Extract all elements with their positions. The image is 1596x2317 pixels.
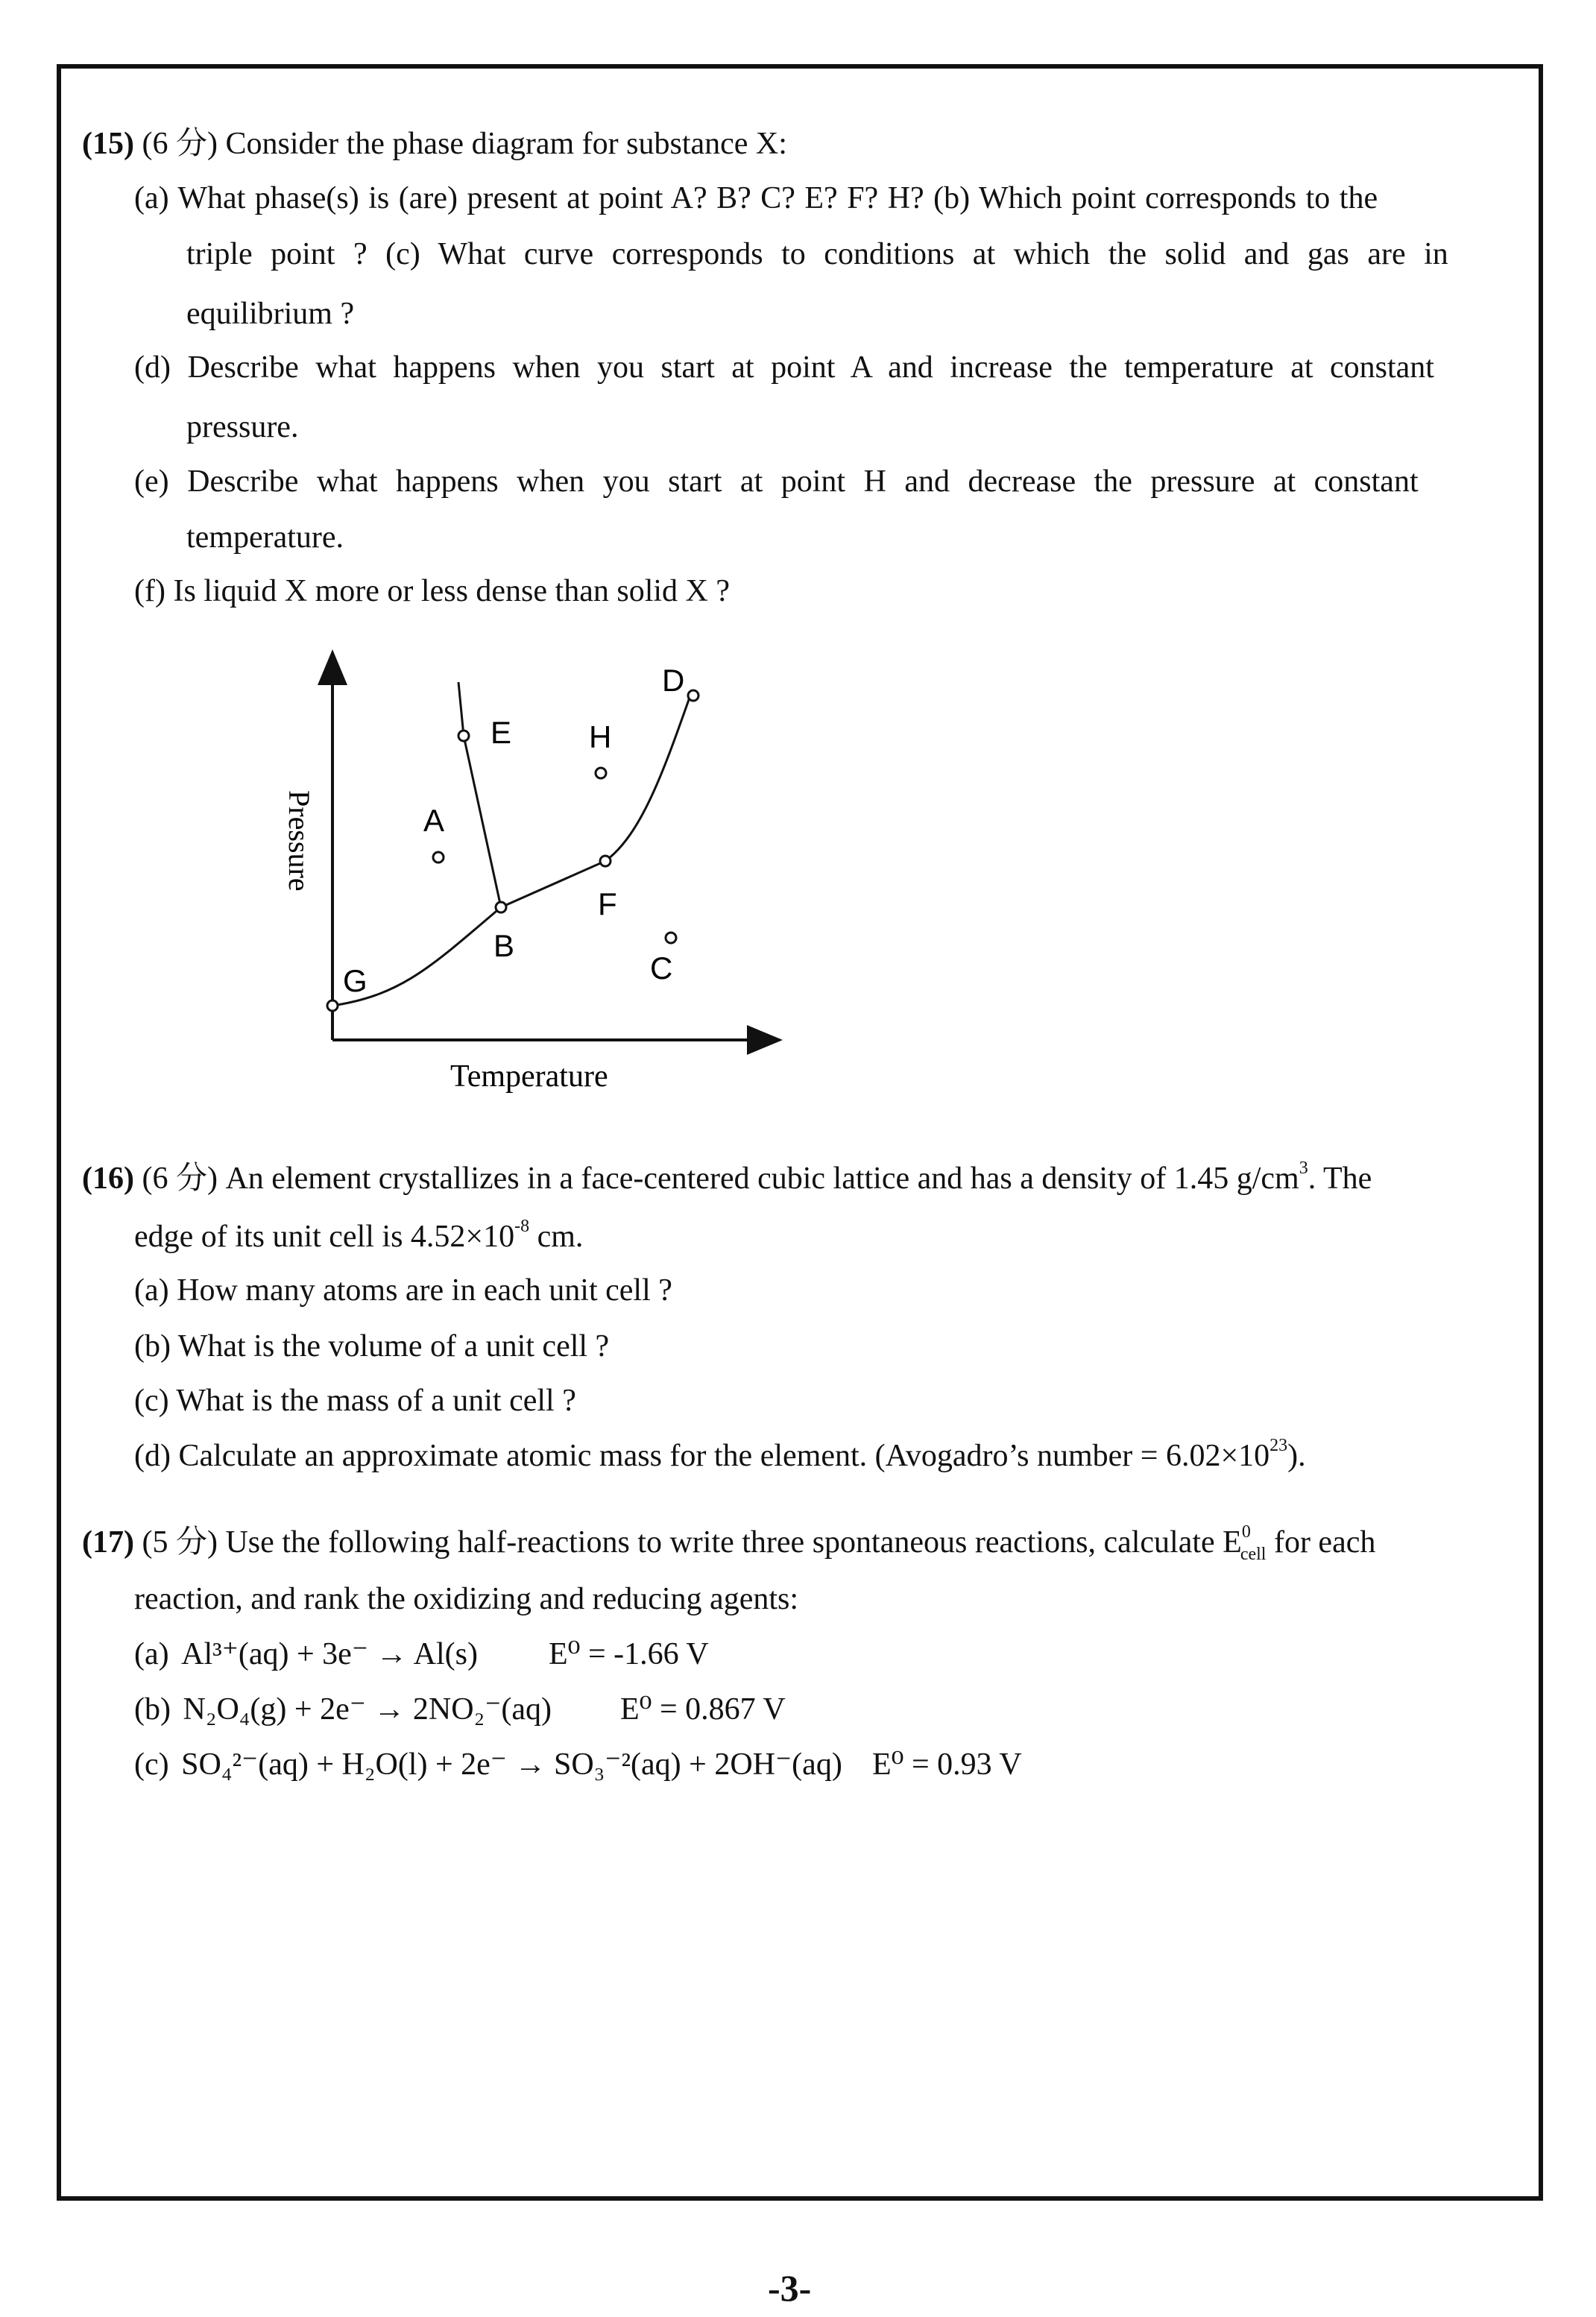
q17-reaction-a-label: (a) <box>134 1637 169 1671</box>
q17-reaction-b-text: N₂O₄(g) + 2e⁻ → 2NO₂⁻(aq) <box>183 1692 552 1727</box>
q17-reaction-b-label: (b) <box>134 1692 171 1727</box>
q16-line1-end: . The <box>1308 1161 1372 1196</box>
q16-a: (a) How many atoms are in each unit cell ? <box>134 1273 672 1308</box>
q17-number: (17) <box>82 1525 134 1560</box>
q15-intro: Consider the phase diagram for substance X: <box>225 127 787 161</box>
q15-a-line2: triple point ? (c) What curve corresponds to conditions at which the solid and gas are in <box>186 237 1448 271</box>
q17-reaction-c-potential: E⁰ = 0.93 V <box>872 1747 1022 1782</box>
q15-number: (15) <box>82 127 134 161</box>
q15-heading <box>82 128 787 160</box>
q15-d-line2: pressure. <box>186 410 299 444</box>
q16-points: (6 分) <box>142 1161 218 1196</box>
q17-reaction-c-text: SO₄²⁻(aq) + H₂O(l) + 2e⁻ → SO₃⁻²(aq) + 2OH⁻(aq) <box>181 1747 842 1782</box>
q17-reaction-c-label: (c) <box>134 1747 169 1782</box>
point-a-label: A <box>423 803 445 838</box>
q16-line1-text: An element crystallizes in a face-centered cubic lattice and has a density of 1.45 g/cm <box>225 1161 1299 1196</box>
q16-c: (c) What is the mass of a unit cell ? <box>134 1384 576 1418</box>
point-g-label: G <box>343 963 368 998</box>
point-g-marker <box>327 1000 338 1011</box>
page-number: -3- <box>768 2267 812 2309</box>
q17-reaction-a-text: Al³⁺(aq) + 3e⁻ → Al(s) <box>181 1637 478 1671</box>
x-axis-label: Temperature <box>450 1059 608 1094</box>
q17-reaction-b-potential: E⁰ = 0.867 V <box>620 1692 786 1727</box>
point-f-marker <box>600 856 611 866</box>
q17-reaction-b <box>134 1694 552 1725</box>
q17-reaction-a-potential: E⁰ = -1.66 V <box>549 1637 709 1671</box>
q15-e-line1: (e) Describe what happens when you start at point H and decrease the pressure at constant <box>134 464 1419 499</box>
q17-line1 <box>82 1522 1376 1564</box>
point-h-label: H <box>589 719 612 754</box>
q16-number: (16) <box>82 1161 134 1196</box>
q17-points: (5 分) <box>142 1525 218 1560</box>
q17-line2: reaction, and rank the oxidizing and reducing agents: <box>134 1582 799 1616</box>
point-f-label: F <box>598 886 617 921</box>
q15-e-line2: temperature. <box>186 520 344 555</box>
q16-line1 <box>82 1158 1372 1196</box>
q16-line2-text: edge of its unit cell is 4.52×10 <box>134 1220 515 1254</box>
point-b-label: B <box>493 928 515 963</box>
point-d-label: D <box>662 663 685 698</box>
q17-reaction-a <box>134 1639 478 1670</box>
q15-a-line1: (a) What phase(s) is (are) present at point A? B? C? E? F? H? (b) Which point corresponds to the <box>134 181 1378 215</box>
q17-line1-sup: 0 <box>1241 1522 1251 1542</box>
phase-diagram <box>268 645 805 1107</box>
q17-line1-sub: cell <box>1240 1545 1267 1564</box>
q16-d-end: ). <box>1287 1439 1306 1473</box>
q16-line1-sup: 3 <box>1299 1158 1308 1178</box>
q15-points: (6 分) <box>142 127 218 161</box>
point-a-marker <box>433 852 444 863</box>
q15-f-line: (f) Is liquid X more or less dense than solid X ? <box>134 574 731 608</box>
q16-line2-end: cm. <box>529 1220 584 1254</box>
q16-line2 <box>134 1217 584 1254</box>
point-b-marker <box>496 902 506 912</box>
point-e-label: E <box>491 715 512 750</box>
q17-line1-end: for each <box>1266 1525 1376 1560</box>
q16-d-text: (d) Calculate an approximate atomic mass for the element. (Avogadro’s number = 6.02×10 <box>134 1439 1270 1473</box>
point-h-marker <box>596 768 606 778</box>
q17-reaction-c <box>134 1749 842 1780</box>
q16-b: (b) What is the volume of a unit cell ? <box>134 1329 610 1364</box>
y-axis-label: Pressure <box>283 790 316 892</box>
point-c-label: C <box>650 951 673 986</box>
q16-line2-sup: -8 <box>514 1217 530 1236</box>
point-c-marker <box>666 933 676 943</box>
q17-line1-text: Use the following half-reactions to write three spontaneous reactions, calculate E <box>225 1525 1242 1560</box>
q15-d-line1: (d) Describe what happens when you start at point A and increase the temperature at constant <box>134 350 1434 385</box>
q15-a-line3: equilibrium ? <box>186 297 355 331</box>
point-d-marker <box>688 690 698 701</box>
q16-d <box>134 1436 1306 1473</box>
q16-d-sup: 23 <box>1269 1436 1288 1455</box>
point-e-marker <box>458 731 469 741</box>
